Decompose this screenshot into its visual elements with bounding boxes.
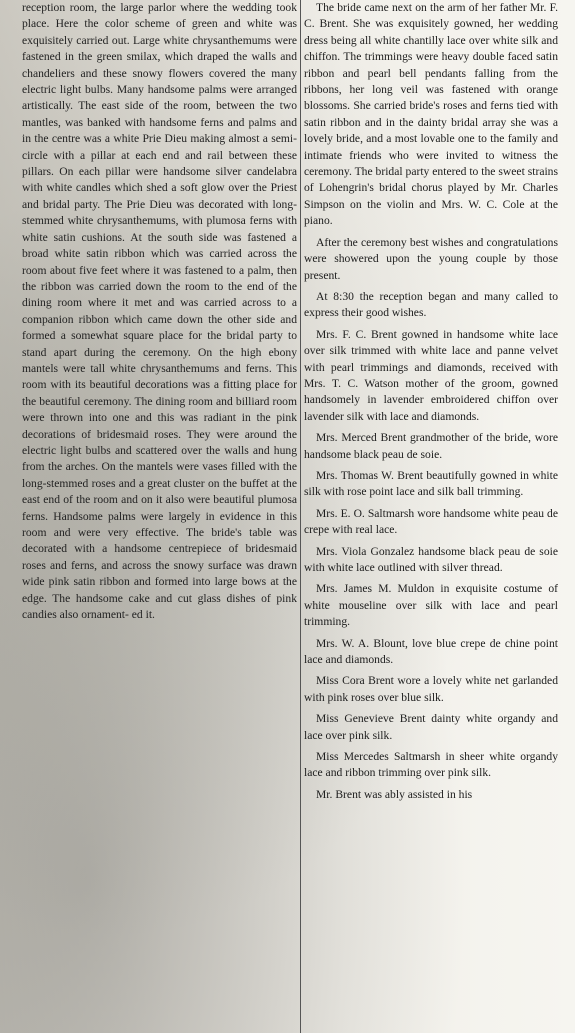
paragraph-mr-brent: Mr. Brent was ably assisted in his bbox=[316, 787, 473, 801]
left-column-paragraph: reception room, the large parlor where the wedding took place. Here the color scheme of green and white was exquisitely carried out. Large white chrysanthemums were fastened in the green smilax, which draped the walls and chandeliers and these snowy flowers covered the many electric light bulbs. Many handsome palms were arranged artistically. The east side of the room, between the two mantles, was banked with handsome ferns and palms and in the centre was a white Prie Dieu making almost a semi-circle with a pillar at each end and rail between these pillars. On each pillar were handsome silver candelabra with white candles which shed a soft glow over the Priest and bridal party. The Prie Dieu was decorated with long-stemmed white chrysanthemums, with plumosa ferns with white satin cushions. At the south side was fastened a broad white satin ribbon which was carried across the room about five feet where it was fastened to a palm, then the ribbon was carried down the room to the end of the dining room where it met and was carried across to a companion ribbon which came down the other side and formed a somewhat square place for the bridal party to stand apart during the ceremony. On the high ebony mantels were tall white chrysanthemums and ferns. This room with its beautiful decorations was a fitting place for the beautiful ceremony. The dining room and billiard room were thrown into one and this was radiant in the pink decorations of bridesmaid roses. They were around the electric light bulbs and scattered over the walls and hung from the arches. On the mantels were vases filled with the long-stemmed roses and a great cluster on the buffet at the east end of the room and on it also were beautiful plumosa ferns. Handsome palms were largely in evidence in this room and were very effective. The bride's table was decorated with a handsome centrepiece of bridesmaid roses and ferns, and across the snowy surface was drawn wide pink satin ribbon and formed into large bows at the edge. The handsome cake and cut glass dishes of pink candies also ornament- ed it. bbox=[22, 1, 297, 622]
paragraph-bride-entrance: The bride came next on the arm of her father Mr. F. C. Brent. She was exquisitely gowned, her wedding dress being all white chantilly lace over white silk and chiffon. The trimmings were heavy double faced satin ribbon and pearl bell pendants falling from the ribbons, her long veil was fastened with orange blossoms. She carried bride's roses and ferns tied with satin ribbon and in the dainty bridal array she was a lovely bride, and a most lovable one to the family and intimate friends who were invited to witness the ceremony. The bridal party entered to the sweet strains of Lohengrin's bridal chorus played by Mr. Charles Simpson on the violin and Mrs. W. C. Cole at the piano. bbox=[304, 1, 558, 228]
paragraph-mrs-merced-brent: Mrs. Merced Brent grandmother of the bride, wore handsome black peau de soie. bbox=[304, 431, 558, 461]
right-column bbox=[304, 0, 558, 1033]
paragraph-mrs-gonzalez: Mrs. Viola Gonzalez handsome black peau de soie with white lace outlined with silver thread. bbox=[304, 544, 558, 574]
column-divider bbox=[300, 0, 301, 1033]
paragraph-miss-mercedes-saltmarsh: Miss Mercedes Saltmarsh in sheer white organdy lace and ribbon trimming over pink silk. bbox=[304, 750, 558, 780]
paragraph-miss-genevieve-brent: Miss Genevieve Brent dainty white organdy and lace over pink silk. bbox=[304, 712, 558, 742]
paragraph-mrs-thomas-brent: Mrs. Thomas W. Brent beautifully gowned in white silk with rose point lace and silk ball trimming. bbox=[304, 468, 558, 499]
left-column bbox=[22, 0, 297, 1033]
paragraph-reception-time: At 8:30 the reception began and many called to express their good wishes. bbox=[304, 289, 558, 320]
paragraph-miss-cora-brent: Miss Cora Brent wore a lovely white net garlanded with pink roses over blue silk. bbox=[304, 674, 558, 704]
paragraph-congratulations: After the ceremony best wishes and congratulations were showered upon the young couple by those present. bbox=[304, 235, 558, 282]
paragraph-mrs-fc-brent: Mrs. F. C. Brent gowned in handsome white lace over silk trimmed with white lace and panne velvet with pearl trimmings and diamonds, received with Mrs. T. C. Watson mother of the groom, gowned handsomely in lavender embroidered chiffon over lavender silk with lace and diamonds. bbox=[304, 327, 558, 423]
paragraph-mrs-muldon: Mrs. James M. Muldon in exquisite costume of white mouseline over silk with lace and pearl trimming. bbox=[304, 582, 558, 629]
paragraph-mrs-saltmarsh: Mrs. E. O. Saltmarsh wore handsome white peau de crepe with real lace. bbox=[304, 506, 558, 537]
paragraph-mrs-blount: Mrs. W. A. Blount, love blue crepe de chine point lace and diamonds. bbox=[304, 636, 558, 667]
